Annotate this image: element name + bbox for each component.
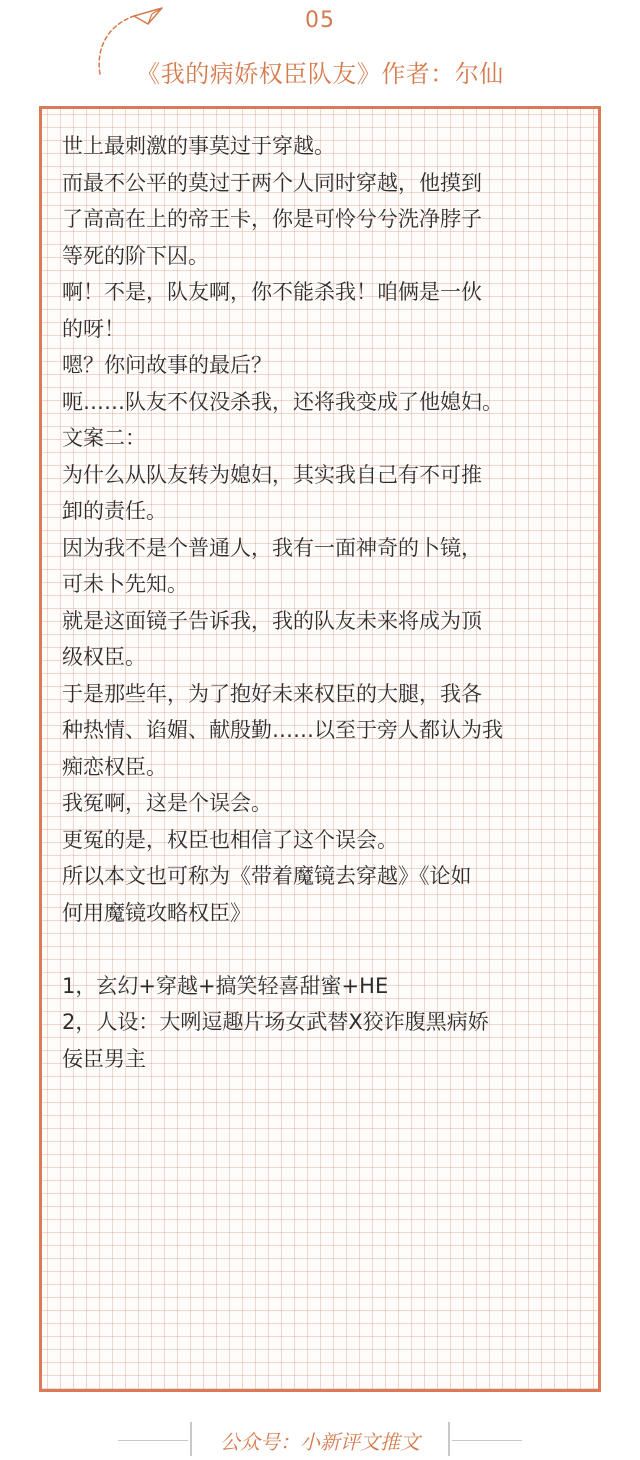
text-line: 为什么从队友转为媳妇，其实我自己有不可推 <box>62 462 482 487</box>
text-line: 何用魔镜攻略权臣》 <box>62 900 251 925</box>
text-line: 啊！不是，队友啊，你不能杀我！咱俩是一伙 <box>62 280 482 304</box>
footer <box>0 1400 640 1454</box>
text-line: 2，人设：大咧逗趣片场女武替X狡诈腹黑病娇 <box>62 1010 489 1034</box>
text-line: 等死的阶下囚。 <box>62 243 209 268</box>
text-line: 于是那些年，为了抱好未来权臣的大腿，我各 <box>62 681 482 706</box>
synopsis-text <box>62 128 582 1077</box>
text-line: 可未卜先知。 <box>62 572 188 596</box>
footer-account-label: 公众号：小新评文推文 <box>220 1430 420 1454</box>
text-line: 种热情、谄媚、献殷勤……以至于旁人都认为我 <box>62 718 503 742</box>
blank-line <box>62 931 582 968</box>
footer-bar-right <box>448 1422 450 1456</box>
text-line: 卸的责任。 <box>62 499 167 523</box>
text-line: 了高高在上的帝王卡，你是可怜兮兮洗净脖子 <box>62 207 482 231</box>
text-line: 世上最刺激的事莫过于穿越。 <box>62 134 335 158</box>
text-line: 佞臣男主 <box>62 1046 146 1071</box>
book-title: 《我的病娇权臣队友》作者：尔仙 <box>136 60 504 88</box>
text-line: 所以本文也可称为《带着魔镜去穿越》《论如 <box>62 864 472 888</box>
text-line: 级权臣。 <box>62 645 146 669</box>
text-line: 1，玄幻+穿越+搞笑轻喜甜蜜+HE <box>62 973 389 998</box>
text-line: 痴恋权臣。 <box>62 754 167 779</box>
text-line: 嗯？你问故事的最后？ <box>62 353 272 377</box>
text-line: 就是这面镜子告诉我，我的队友未来将成为顶 <box>62 608 482 633</box>
footer-divider-right <box>452 1440 522 1441</box>
text-line: 文案二： <box>62 426 146 450</box>
text-line: 呃……队友不仅没杀我，还将我变成了他媳妇。 <box>62 389 503 414</box>
text-line: 而最不公平的莫过于两个人同时穿越，他摸到 <box>62 170 482 195</box>
text-line: 更冤的是，权臣也相信了这个误会。 <box>62 827 398 852</box>
section-number: 05 <box>305 8 335 33</box>
text-line: 的呀！ <box>62 316 125 341</box>
text-line: 我冤啊，这是个误会。 <box>62 791 272 815</box>
text-line: 因为我不是个普通人，我有一面神奇的卜镜， <box>62 535 482 560</box>
